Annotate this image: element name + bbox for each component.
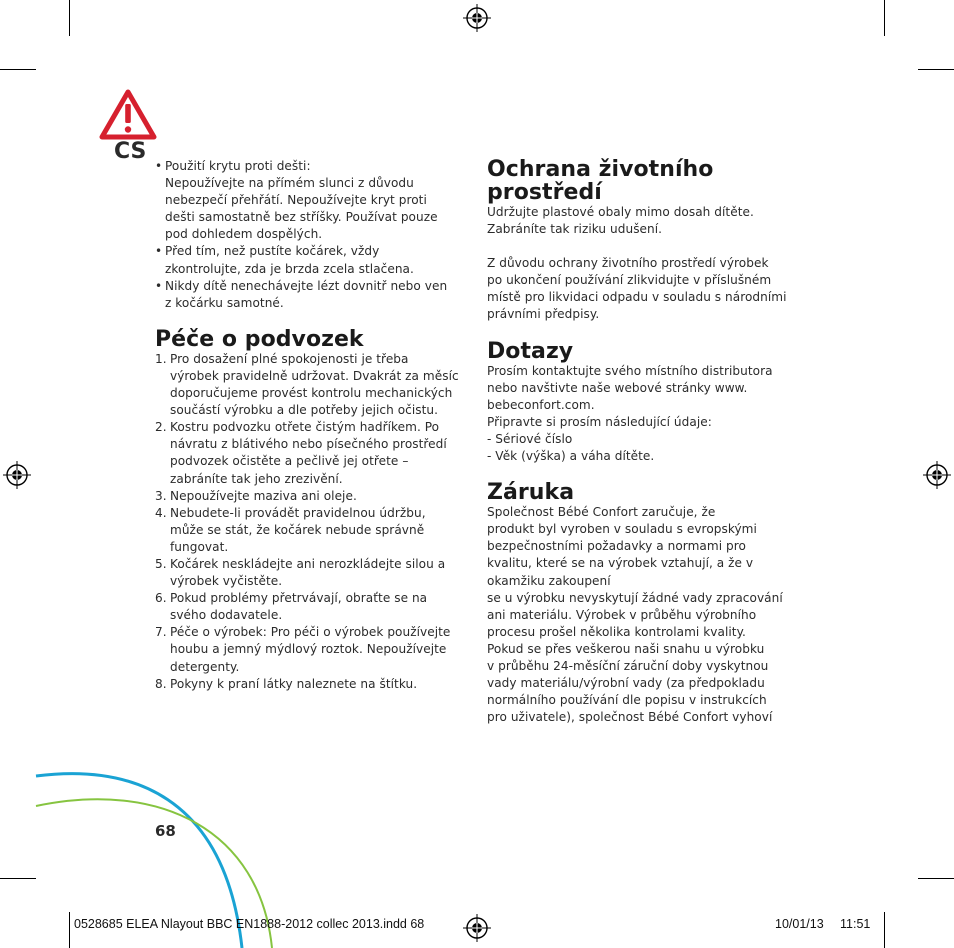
- line: právními předpisy.: [487, 307, 600, 322]
- list-item: [155, 243, 465, 277]
- list-item: [155, 158, 465, 243]
- line: Pokud problémy přetrvávají, obraťte se na: [170, 591, 428, 606]
- line: detergenty.: [170, 659, 240, 674]
- crop-mark: [884, 912, 885, 948]
- item-number: 8.: [155, 676, 167, 691]
- warranty-paragraph: [487, 504, 797, 726]
- line: kvalitu, které se na výrobek vztahují, a že v: [487, 556, 754, 571]
- line: procesu prošel několika kontrolami kvality.: [487, 624, 746, 639]
- line: vady materiálu/výrobní vady (za předpokladu: [487, 676, 765, 691]
- item-number: 5.: [155, 556, 167, 571]
- line: ani materiálu. Výrobek v průběhu výrobního: [487, 607, 757, 622]
- crop-mark: [69, 0, 70, 36]
- line: Nikdy dítě nenechávejte lézt dovnitř nebo ven: [165, 278, 448, 293]
- line: místě pro likvidaci odpadu v souladu s národními: [487, 290, 787, 305]
- item-number: 1.: [155, 351, 167, 366]
- line: bezpečnostními požadavky a normami pro: [487, 539, 746, 554]
- bullet-mark: •: [155, 159, 163, 173]
- list-item: [155, 488, 465, 505]
- registration-mark-icon: [3, 461, 31, 489]
- line: Připravte si prosím následující údaje:: [487, 414, 712, 429]
- list-item: [155, 590, 465, 624]
- line: Před tím, než pustíte kočárek, vždy: [165, 244, 380, 259]
- list-item: [155, 505, 465, 556]
- line: houbu a jemný mýdlový roztok. Nepoužívejte: [170, 642, 447, 657]
- line: doporučujeme provést kontrolu mechanických: [170, 386, 453, 401]
- registration-mark-icon: [923, 461, 951, 489]
- line: produkt byl vyroben v souladu s evropskými: [487, 522, 757, 537]
- line: Kostru podvozku otřete čistým hadříkem. Po: [170, 420, 440, 435]
- registration-mark-icon: [463, 4, 491, 32]
- line: součástí výrobku a dle potřeby jejich očistu.: [170, 403, 439, 418]
- list-item: [155, 676, 465, 693]
- environment-heading: [487, 158, 797, 204]
- line: Kočárek neskládejte ani nerozkládejte silou a: [170, 556, 446, 571]
- environment-paragraph: [487, 204, 797, 238]
- warranty-heading: Záruka: [487, 480, 575, 506]
- line: výrobek pravidelně udržovat. Dvakrát za měsíc: [170, 368, 459, 383]
- line: Nebudete-li provádět pravidelnou údržbu,: [170, 505, 426, 520]
- line: Prosím kontaktujte svého místního distributora: [487, 363, 773, 378]
- line: Udržujte plastové obaly mimo dosah dítěte.: [487, 205, 754, 219]
- safety-bullet-list: [155, 158, 465, 312]
- line: po ukončení používání zlikvidujte v příslušném: [487, 273, 772, 288]
- line: se u výrobku nevyskytují žádné vady zpracování: [487, 590, 783, 605]
- line: bebeconfort.com.: [487, 397, 595, 412]
- line: pod dohledem dospělých.: [165, 227, 323, 242]
- line: nebo navštivte naše webové stránky www.: [487, 380, 748, 395]
- warning-triangle-icon: [99, 89, 157, 140]
- line: z kočárku samotné.: [165, 295, 284, 310]
- line: Společnost Bébé Confort zaručuje, že: [487, 505, 716, 520]
- line: Pokud se přes veškerou naši snahu u výrobku: [487, 641, 765, 656]
- heading-line: prostředí: [487, 180, 602, 205]
- care-heading: Péče o podvozek: [155, 326, 364, 352]
- line: - Věk (výška) a váha dítěte.: [487, 449, 655, 464]
- line: normálního používání dle popisu v instrukcích: [487, 693, 767, 708]
- line: zabráníte tak jeho zrezivění.: [170, 471, 343, 486]
- line: návratu z blátivého nebo písečného prostředí: [170, 437, 447, 452]
- bullet-mark: •: [155, 278, 163, 293]
- line: Pro dosažení plné spokojenosti je třeba: [170, 351, 409, 366]
- crop-mark: [918, 878, 954, 879]
- line: Použití krytu proti dešti:: [165, 159, 311, 173]
- line: podvozek očistěte a pečlivě jej otřete –: [170, 454, 409, 469]
- bullet-mark: •: [155, 244, 163, 259]
- environment-paragraph: [487, 255, 797, 323]
- line: pro uživatele), společnost Bébé Confort vyhoví: [487, 710, 773, 725]
- list-item: [155, 624, 465, 675]
- list-item: [155, 278, 465, 312]
- item-number: 2.: [155, 420, 167, 435]
- line: nebezpečí přehřátí. Nepoužívejte kryt proti: [165, 193, 427, 208]
- line: v průběhu 24-měsíční záruční doby vyskytnou: [487, 658, 769, 673]
- crop-mark: [918, 69, 954, 70]
- line: okamžiku zakoupení: [487, 573, 611, 588]
- item-number: 7.: [155, 625, 167, 640]
- line: - Sériové číslo: [487, 431, 573, 446]
- line: může se stát, že kočárek nebude správně: [170, 522, 425, 537]
- line: zkontrolujte, zda je brzda zcela stlačena.: [165, 261, 414, 276]
- crop-mark: [0, 69, 36, 70]
- right-column: [487, 158, 797, 726]
- line: fungovat.: [170, 539, 229, 554]
- language-code: CS: [114, 139, 147, 164]
- line: Péče o výrobek: Pro péči o výrobek používejte: [170, 625, 451, 640]
- registration-mark-icon: [463, 914, 491, 942]
- line: Zabráníte tak riziku udušení.: [487, 222, 663, 237]
- questions-heading: Dotazy: [487, 338, 574, 364]
- questions-paragraph: [487, 363, 797, 466]
- list-item: [155, 351, 465, 419]
- line: Nepoužívejte maziva ani oleje.: [170, 488, 357, 503]
- left-column: [155, 158, 465, 693]
- slug-file-name: 0528685 ELEA Nlayout BBC EN1888-2012 collec 2013.indd 68: [74, 917, 425, 931]
- item-number: 4.: [155, 505, 167, 520]
- line: svého dodavatele.: [170, 608, 283, 623]
- line: Z důvodu ochrany životního prostředí výrobek: [487, 256, 769, 271]
- line: Pokyny k praní látky naleznete na štítku.: [170, 676, 418, 691]
- page-number: 68: [155, 822, 176, 840]
- care-list: [155, 351, 465, 693]
- slug-date: 10/01/13: [775, 917, 824, 931]
- slug-time: 11:51: [840, 917, 871, 931]
- crop-mark: [884, 0, 885, 36]
- item-number: 6.: [155, 591, 167, 606]
- item-number: 3.: [155, 488, 167, 503]
- heading-line: Ochrana životního: [487, 157, 714, 182]
- line: dešti samostatně bez stříšky. Používat pouze: [165, 210, 438, 225]
- line: výrobek vyčistěte.: [170, 574, 283, 589]
- list-item: [155, 556, 465, 590]
- line: Nepoužívejte na přímém slunci z důvodu: [165, 176, 414, 191]
- list-item: [155, 419, 465, 487]
